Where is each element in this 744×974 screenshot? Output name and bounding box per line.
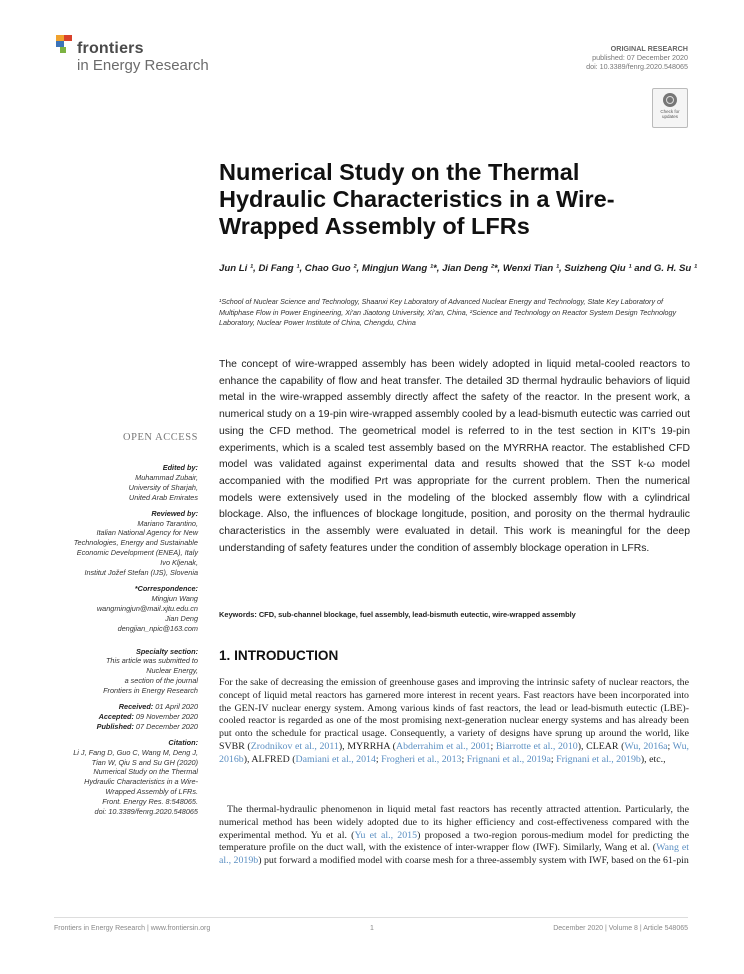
sidebar-line: Li J, Fang D, Guo C, Wang M, Deng J, — [73, 747, 198, 757]
check-updates-icon — [663, 93, 677, 107]
intro-paragraph-1 — [219, 677, 689, 766]
section-heading: 1. INTRODUCTION — [219, 648, 339, 663]
sidebar-line: Economic Development (ENEA), Italy — [76, 548, 198, 558]
footer-divider — [54, 917, 688, 918]
sidebar-line: Technologies, Energy and Sustainable — [73, 538, 198, 548]
paragraph-text: ; — [667, 740, 673, 752]
paragraph-text: ), CLEAR ( — [577, 740, 625, 752]
doi-link[interactable]: doi: 10.3389/fenrg.2020.548065 — [586, 62, 688, 71]
paragraph-text: For the sake of decreasing the emission of greenhouse gases and improving the intrinsic safety of nuclear reactors, the concept of liquid metal reactors has garnered more interest in recent years. Fast reactors have been incorporated into the GEN-IV nuclear energy system. Among various kinds of fast reactors, the lead or lead-bismuth eutectic (LBE)-cooled reactor is regarded as one of the most promising next-generation nuclear energy systems and has already been put onto the schedule for practical usage. Consequently, a variety of designs have sprung up around the world, like SVBR ( — [219, 677, 689, 752]
sidebar-line: Mingjun Wang — [151, 593, 198, 603]
footer-journal[interactable]: Frontiers in Energy Research | www.frontiersin.org — [54, 925, 211, 932]
edited-by-list — [26, 473, 198, 503]
sidebar-line: Hydraulic Characteristics in a Wire- — [84, 777, 198, 787]
specialty-heading: Specialty section: — [135, 646, 198, 656]
sidebar-line: Ivo Kljenak, — [160, 558, 198, 568]
paragraph-text: ), ALFRED ( — [243, 753, 296, 765]
footer-volume: December 2020 | Volume 8 | Article 548065 — [553, 925, 688, 932]
received-line: Received: 01 April 2020 — [118, 702, 198, 712]
article-type: ORIGINAL RESEARCH — [610, 44, 688, 53]
sidebar-line: Front. Energy Res. 8:548065. — [102, 797, 198, 807]
paragraph-text: ; — [550, 753, 557, 765]
article-title: Numerical Study on the Thermal Hydraulic Characteristics in a Wire-Wrapped Assembly of LFRs — [219, 159, 615, 239]
sidebar-line[interactable]: wangmingjun@mail.xjtu.edu.cn — [96, 603, 198, 613]
reviewed-by-heading: Reviewed by: — [151, 508, 198, 518]
journal-brand: frontiers — [77, 40, 144, 57]
paragraph-text: ), etc., — [640, 753, 666, 765]
sidebar-line: Numerical Study on the Thermal — [93, 767, 198, 777]
citation-link[interactable]: Wu, 2016a — [624, 740, 668, 752]
author-list: Jun Li ¹, Di Fang ¹, Chao Guo ², Mingjun Wang ¹*, Jian Deng ²*, Wenxi Tian ¹, Suizheng Qiu ¹ and G. H. Su ¹ — [219, 263, 698, 274]
sidebar-line: doi: 10.3389/fenrg.2020.548065 — [94, 807, 198, 817]
reviewed-by-list — [26, 519, 198, 578]
sidebar-line: Institut Jožef Stefan (IJS), Slovenia — [84, 568, 198, 578]
sidebar-line: a section of the journal — [124, 676, 198, 686]
accepted-line: Accepted: 09 November 2020 — [98, 711, 198, 721]
intro-paragraph-2 — [219, 804, 689, 868]
abstract: The concept of wire-wrapped assembly has been widely adopted in liquid metal-cooled reactors to enhance the capability of flow and heat transfer. The detailed 3D thermal hydraulic behaviors of liquid metal in the wire-wrapped assembly directly affect the safety of the reactor. In the present work, a numerical study on a 19-pin wire-wrapped assembly cooled by a lead-bismuth eutectic was carried out using the CFD method. The geometrical model is referred to in the test section in KIT's 19-pin experiments, which is a scaled test assembly based on the MYRRHA reactor. The established CFD model was validated against experimental data and results showed that the SST k-ω model accompanied with the modified Prt was appropriate for the current problem. Then the numerical models were extensively used in the modeling of the blocked assembly flow with a cylindrical blockage. Also, the influences of blockage longitude, position, and porosity on the thermal hydraulic characteristics in the assembly were evaluated in detail. This work is meaningful for the deep understanding of safety features under the condition of assembly blockage operation in LFRs. — [219, 359, 690, 554]
journal-name: in Energy Research — [77, 57, 209, 74]
citation-link[interactable]: Yu et al., 2015 — [354, 829, 418, 841]
citation-heading: Citation: — [168, 737, 198, 747]
sidebar-line: Italian National Agency for New — [96, 528, 198, 538]
paragraph-text: ) proposed a two-region porous-medium model for predicting the temperature profile on the duct wall, with the existence of inter-wrapper flow (IWF). Similarly, Wang et al. ( — [219, 829, 689, 854]
sidebar-meta — [26, 463, 198, 817]
published-line: Published: 07 December 2020 — [96, 721, 198, 731]
specialty-list — [26, 656, 198, 696]
sidebar-line: Nuclear Energy, — [146, 666, 198, 676]
sidebar-line: University of Sharjah, — [128, 482, 198, 492]
citation-link[interactable]: Zrodnikov et al., 2011 — [250, 740, 339, 752]
sidebar-line: United Arab Emirates — [128, 492, 198, 502]
page-number: 1 — [370, 925, 374, 932]
paragraph-text: ) put forward a modified model with coarse mesh for a three-assembly system with IWF, based on the 61-pin — [258, 855, 689, 866]
sidebar-line: Tian W, Qiu S and Su GH (2020) — [91, 757, 198, 767]
paragraph-text: ; — [461, 753, 467, 765]
paragraph-text: The thermal-hydraulic phenomenon in liquid metal fast reactors has recently attracted attention. Particularly, the numerical method has been widely adopted due to its higher efficiency and cost-effectiveness compared with the experimental method. Yu et al. ( — [219, 804, 689, 841]
correspondence-list — [26, 594, 198, 634]
citation-link[interactable]: Frogheri et al., 2013 — [381, 753, 462, 765]
citation-link[interactable]: Biarrotte et al., 2010 — [495, 740, 578, 752]
sidebar-line: Jian Deng — [165, 613, 198, 623]
keywords: Keywords: CFD, sub-channel blockage, fuel assembly, lead-bismuth eutectic, wire-wrapped assembly — [219, 610, 576, 619]
citation-link[interactable]: Wang et al., 2019b — [219, 842, 690, 866]
check-updates-label: Check for updates — [660, 109, 680, 119]
citation-link[interactable]: Frignani et al., 2019a — [466, 753, 551, 765]
citation-list — [26, 748, 198, 817]
article-meta-header — [586, 44, 688, 71]
edited-by-heading: Edited by: — [162, 463, 198, 472]
paragraph-text: ), MYRRHA ( — [338, 740, 396, 752]
correspondence-heading: *Correspondence: — [134, 583, 198, 593]
citation-link[interactable]: Damiani et al., 2014 — [295, 753, 376, 765]
sidebar-line[interactable]: dengjian_npic@163.com — [117, 623, 198, 633]
sidebar-line: Muhammad Zubair, — [135, 472, 198, 482]
sidebar-line: This article was submitted to — [105, 656, 198, 666]
check-for-updates-button[interactable] — [652, 88, 688, 128]
frontiers-logo-icon — [54, 33, 76, 55]
paragraph-text: ; — [490, 740, 496, 752]
sidebar-line: Mariano Tarantino, — [137, 518, 198, 528]
open-access-label: OPEN ACCESS — [122, 432, 198, 443]
paragraph-text: ; — [375, 753, 382, 765]
published-date: published: 07 December 2020 — [592, 53, 688, 62]
affiliations: ¹School of Nuclear Science and Technology, Shaanxi Key Laboratory of Advanced Nuclear Energy and Technology, State Key Laboratory of Multiphase Flow in Power Engineering, Xi'an Jiaotong University, Xi'an, China, ²Science and Technology on Reactor System Design Technology Laboratory, Nuclear Power Institute of China, Chengdu, China — [219, 297, 677, 327]
sidebar-line: Frontiers in Energy Research — [103, 686, 198, 696]
citation-link[interactable]: Abderrahim et al., 2001 — [395, 740, 491, 752]
sidebar-line: Wrapped Assembly of LFRs. — [105, 787, 198, 797]
citation-link[interactable]: Frignani et al., 2019b — [556, 753, 641, 765]
citation-link[interactable]: Wu, 2016b — [219, 740, 690, 765]
